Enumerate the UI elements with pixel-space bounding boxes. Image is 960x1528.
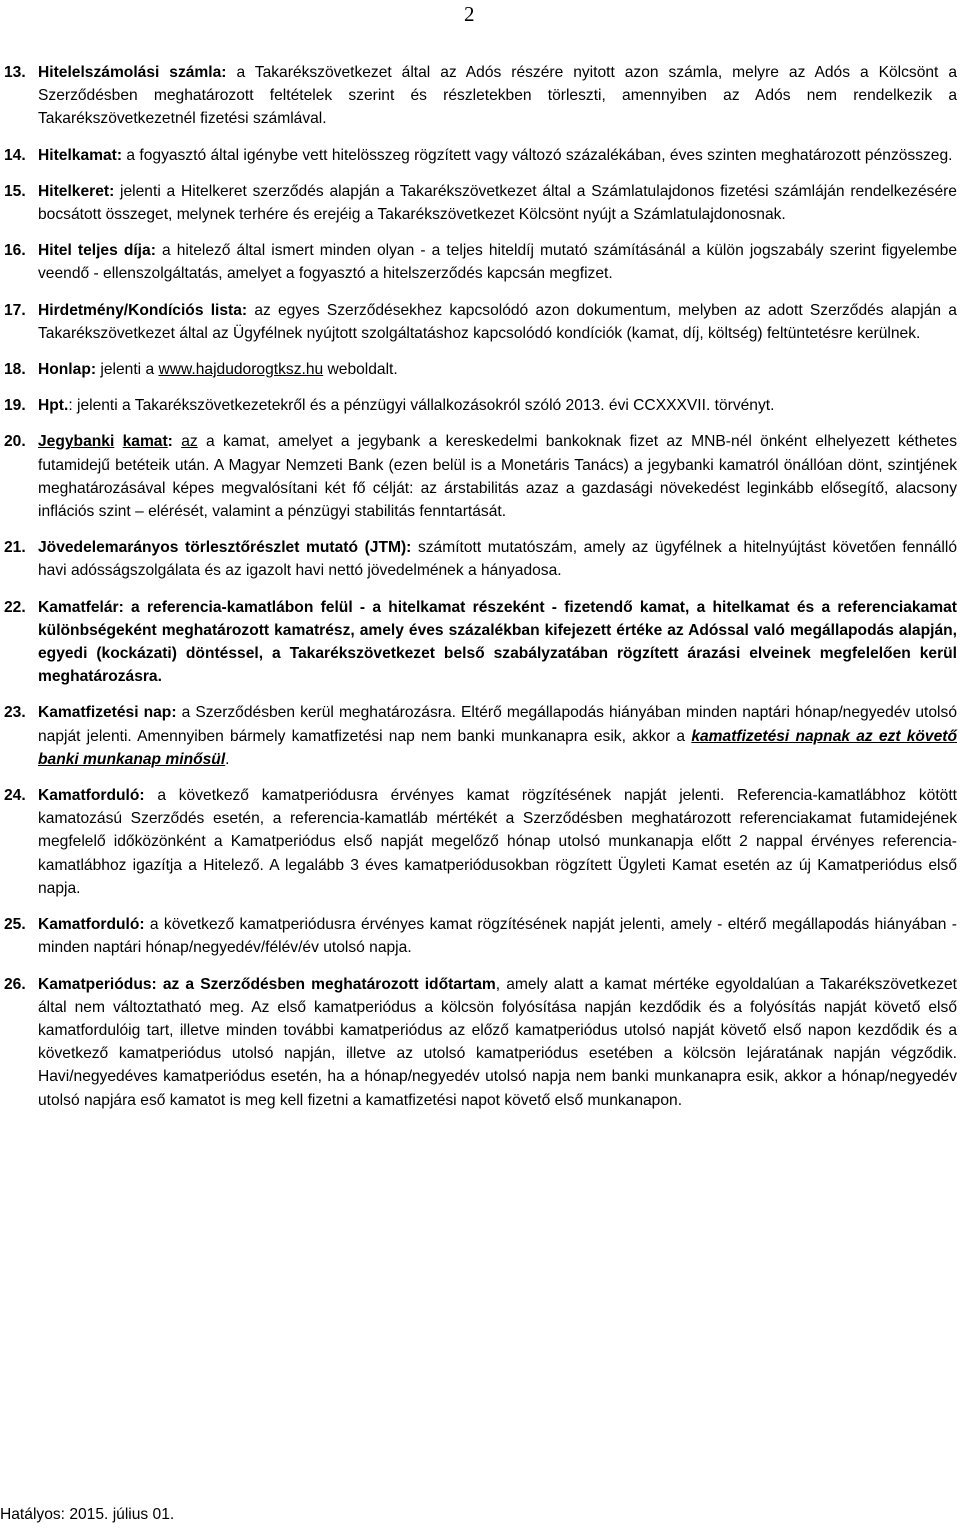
definition-item-19 <box>0 394 957 417</box>
item-number: 26. <box>4 975 26 993</box>
definition-item-14 <box>0 144 957 167</box>
definition-item-20 <box>0 430 957 523</box>
definition-term: Hitel teljes díja: <box>38 242 156 260</box>
item-number: 20. <box>4 433 26 451</box>
definition-text: az egyes Szerződésekhez kapcsolódó azon dokumentum, melyben az adott Szerződés alapján a Takarékszövetkezet által az Ügyfélnek nyújtott szolgáltatáshoz kapcsolódó kondíciók (kamat, díj, költség) feltüntetésre kerülnek. <box>38 301 957 342</box>
definition-term: Kamatforduló: <box>38 916 145 934</box>
definition-item-24 <box>0 784 957 900</box>
item-number: 22. <box>4 598 26 616</box>
item-number: 25. <box>4 916 26 934</box>
definition-item-13 <box>0 61 957 131</box>
definition-term-part2: kamat <box>122 433 168 451</box>
item-number: 17. <box>4 301 26 319</box>
definition-text: : jelenti a Takarékszövetkezetekről és a pénzügyi vállalkozásokról szóló 2013. évi CCXXXVII. törvényt. <box>68 397 775 415</box>
definition-item-22 <box>0 596 957 689</box>
item-number: 16. <box>4 242 26 260</box>
item-number: 24. <box>4 787 26 805</box>
definitions-list <box>0 61 960 1125</box>
definition-term: Hitelkeret: <box>38 182 115 200</box>
definition-term: Honlap: <box>38 361 97 379</box>
definition-item-21 <box>0 536 957 582</box>
item-number: 15. <box>4 182 26 200</box>
definition-text: jelenti a Hitelkeret szerződés alapján a Takarékszövetkezet által a Számlatulajdonos fizetési számláján rendelkezésére bocsátott összeget, melynek terhére és erejéig a Takarékszövetkezet Kölcsönt nyújt a Számlatulajdonosnak. <box>38 182 957 224</box>
definition-text: , amely alatt a kamat mértéke egyoldalúan a Takarékszövetkezet által nem változtatható meg. Az első kamatperiódus a kölcsön folyósítása napján kezdődik és a folyósítás napját követő első kamatfordulóig tart, illetve minden további kamatperiódus az előző kamatperiódus utolsó napját követő első napon kezdődik és a következő kamatperiódus utolsó napján, illetve az utolsó kamatperiódus esetében a kölcsön lejáratának napján végződik. Havi/negyedéves kamatperiódus esetén, ha a hónap/negyedév utolsó napja nem banki munkanapra esik, akkor a hónap/negyedév utolsó napjára eső kamatot is meg kell fizetni a kamatfizetési napot követő első munkanapon. <box>38 975 957 1109</box>
definition-term: Hpt. <box>38 397 69 415</box>
definition-item-17 <box>0 299 957 345</box>
definition-term: Hitelkamat: <box>38 146 123 164</box>
definition-item-23 <box>0 701 957 771</box>
website-link[interactable]: www.hajdudorogtksz.hu <box>158 361 324 379</box>
definition-text-end: weboldalt. <box>323 361 398 379</box>
definition-item-18 <box>0 358 957 381</box>
definition-text: a hitelező által ismert minden olyan - a teljes hiteldíj mutató számításánál a külön jogszabály szerint figyelembe veendő - ellenszolgáltatás, amelyet a fogyasztó a hitelszerződés kapcsán megfizet. <box>38 242 957 283</box>
definition-text: jelenti a <box>96 361 159 379</box>
definition-item-25 <box>0 913 957 959</box>
definition-term: Hirdetmény/Kondíciós lista: <box>38 301 248 319</box>
item-number: 23. <box>4 704 26 722</box>
definition-text: a kamat, amelyet a jegybank a kereskedelmi bankoknak fizet az MNB-nél önként elhelyezett kéthetes futamidejű betéteik után. A Magyar Nemzeti Bank (ezen belül is a Monetáris Tanács) a jegybanki kamatról önállóan dönt, szintjének meghatározásával képes megvalósítani két fő célját: az árstabilitás azaz a gazdasági növekedést leginkább elősegítő, alacsony inflációs szint – elérését, valamint a pénzügyi stabilitás fenntartását. <box>38 433 957 521</box>
definition-item-15 <box>0 180 957 226</box>
definition-text: a Takarékszövetkezet által az Adós részére nyitott azon számla, melyre az Adós a Kölcsönt a Szerződésben meghatározott feltételek szerint és részletekben törleszti, amennyiben az Adós nem rendelkezik a Takarékszövetkezetnél fizetési számlával. <box>38 64 957 128</box>
item-number: 13. <box>4 64 26 81</box>
item-number: 19. <box>4 397 26 415</box>
definition-end: . <box>225 750 230 768</box>
definition-item-26 <box>0 973 957 1112</box>
definition-term-colon: : <box>167 433 173 451</box>
definition-term: Kamatperiódus: az a Szerződésben meghatározott időtartam <box>38 975 496 993</box>
definition-term: Kamatforduló: <box>38 787 145 805</box>
page-number: 2 <box>464 2 475 26</box>
item-number: 21. <box>4 539 26 557</box>
definition-text: a következő kamatperiódusra érvényes kamat rögzítésének napját jelenti, amely - eltérő megállapodás hiányában - minden naptári hónap/negyedév/félév/év utolsó napja. <box>38 916 957 957</box>
definition-text-bold: Kamatfelár: a referencia-kamatlábon felül - a hitelkamat részeként - fizetendő kamat, a hitelkamat és a referenciakamat különbségeként meghatározott kamatrész, amely éves százalékban kifejezett értéke az Adóssal való megállapodás alapján, egyedi (kockázati) döntéssel, a Takarékszövetkezet belső szabályzatában rögzített árazási elveinek megfelelően kerül meghatározásra. <box>38 598 957 686</box>
item-number: 18. <box>4 361 26 379</box>
definition-az: az <box>181 433 198 451</box>
definition-text: a Szerződésben kerül meghatározásra. Eltérő megállapodás hiányában minden naptári hónap/negyedév utolsó napját jelenti. Amennyiben bármely kamatfizetési nap nem banki munkanapra esik, akkor a <box>38 704 957 745</box>
definition-term-part1: Jegybanki <box>38 433 115 451</box>
definition-term: Kamatfizetési nap: <box>38 704 177 722</box>
item-number: 14. <box>4 146 26 164</box>
definition-text: a következő kamatperiódusra érvényes kamat rögzítésének napját jelenti. Referencia-kamatlábhoz kötött kamatozású Szerződés esetén, a referencia-kamatláb mértékét a Szerződésben meghatározott referenciakamat futamidejének megfelelő időközönként a Kamatperiódus első napját megelőző hónap utolsó munkanapja előtt 2 nappal érvényes referencia-kamatlábhoz igazítja a Hitelező. A legalább 3 éves kamatperiódusokban rögzített Ügyleti Kamat esetén az új Kamatperiódus első napja. <box>38 787 957 897</box>
effective-date-footer: Hatályos: 2015. július 01. <box>0 1506 175 1523</box>
definition-term: Jövedelemarányos törlesztőrészlet mutató (JTM): <box>38 539 412 557</box>
definition-text: számított mutatószám, amely az ügyfélnek a hitelnyújtást követően fennálló havi adósságszolgálata és az igazolt havi nettó jövedelmének a hányadosa. <box>38 539 957 580</box>
definition-term: Hitelelszámolási számla: <box>38 64 227 81</box>
definition-text: a fogyasztó által igénybe vett hitelösszeg rögzített vagy változó százalékában, éves szinten meghatározott pénzösszeg. <box>122 146 953 164</box>
definition-item-16 <box>0 239 957 285</box>
definition-emphasis: kamatfizetési napnak az ezt követő banki munkanap minősül <box>38 727 957 768</box>
